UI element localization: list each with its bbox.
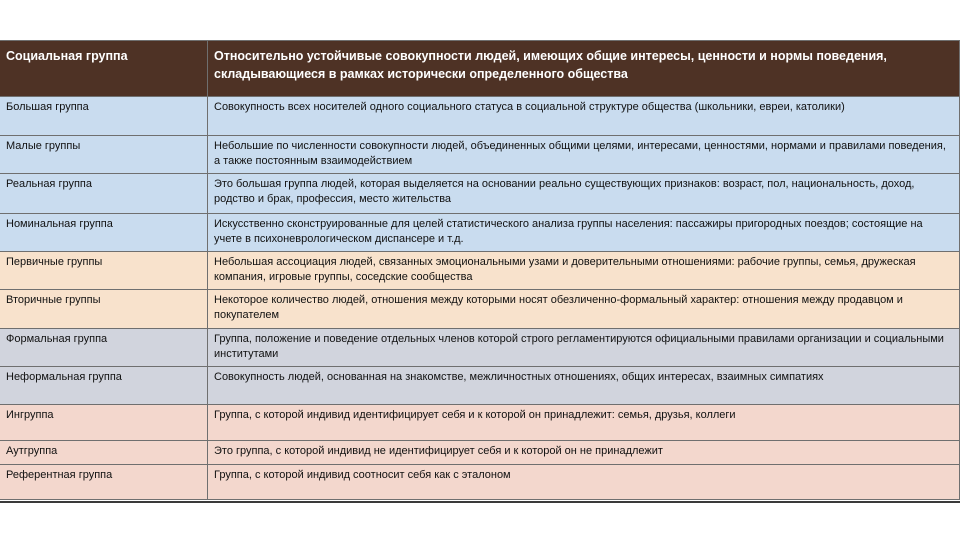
- table-header-row: [0, 41, 960, 97]
- group-definition-cell: Совокупность всех носителей одного социального статуса в социальной структуре общества (школьники, евреи, католики): [208, 97, 960, 136]
- table-row: [0, 252, 960, 290]
- group-definition-cell: Группа, положение и поведение отдельных членов которой строго регламентируются официальными правилами организации и социальными институтами: [208, 329, 960, 367]
- group-name-cell: Малые группы: [0, 136, 208, 174]
- table-row: [0, 329, 960, 367]
- group-name-cell: Референтная группа: [0, 465, 208, 500]
- group-name-cell: Номинальная группа: [0, 214, 208, 252]
- table-row: [0, 441, 960, 465]
- group-name-cell: Неформальная группа: [0, 367, 208, 405]
- group-definition-cell: Небольшие по численности совокупности людей, объединенных общими целями, интересами, ценностями, нормами и правилами поведения, а также постоянным взаимодействием: [208, 136, 960, 174]
- social-groups-table: [0, 40, 960, 500]
- group-name-cell: Реальная группа: [0, 174, 208, 214]
- table-row: [0, 290, 960, 329]
- group-definition-cell: Некоторое количество людей, отношения между которыми носят обезличенно-формальный характер: отношения между продавцом и покупателем: [208, 290, 960, 329]
- table-row: [0, 174, 960, 214]
- table-row: [0, 405, 960, 441]
- group-definition-cell: Искусственно сконструированные для целей статистического анализа группы населения: пассажиры пригородных поездов; состоящие на учете в психоневрологическом диспансере и т.д.: [208, 214, 960, 252]
- group-definition-cell: Это группа, с которой индивид не идентифицирует себя и к которой он не принадлежит: [208, 441, 960, 465]
- group-definition-cell: Группа, с которой индивид идентифицирует себя и к которой он принадлежит: семья, друзья, коллеги: [208, 405, 960, 441]
- header-cell-definition: Относительно устойчивые совокупности людей, имеющих общие интересы, ценности и нормы поведения, складывающиеся в рамках исторически определенного общества: [208, 41, 960, 97]
- group-name-cell: Формальная группа: [0, 329, 208, 367]
- group-name-cell: Вторичные группы: [0, 290, 208, 329]
- group-definition-cell: Небольшая ассоциация людей, связанных эмоциональными узами и доверительными отношениями: рабочие группы, семья, дружеская компания, игровые группы, соседские сообщества: [208, 252, 960, 290]
- group-name-cell: Ингруппа: [0, 405, 208, 441]
- group-name-cell: Первичные группы: [0, 252, 208, 290]
- group-definition-cell: Группа, с которой индивид соотносит себя как с эталоном: [208, 465, 960, 500]
- group-definition-cell: Это большая группа людей, которая выделяется на основании реально существующих признаков: возраст, пол, национальность, доход, родство и брак, профессия, место жительства: [208, 174, 960, 214]
- table-bottom-border: [0, 501, 960, 503]
- table-row: [0, 214, 960, 252]
- group-name-cell: Аутгруппа: [0, 441, 208, 465]
- header-cell-group: Социальная группа: [0, 41, 208, 97]
- table-row: [0, 367, 960, 405]
- table-row: [0, 97, 960, 136]
- group-definition-cell: Совокупность людей, основанная на знакомстве, межличностных отношениях, общих интересах, взаимных симпатиях: [208, 367, 960, 405]
- table-row: [0, 136, 960, 174]
- group-name-cell: Большая группа: [0, 97, 208, 136]
- table-row: [0, 465, 960, 500]
